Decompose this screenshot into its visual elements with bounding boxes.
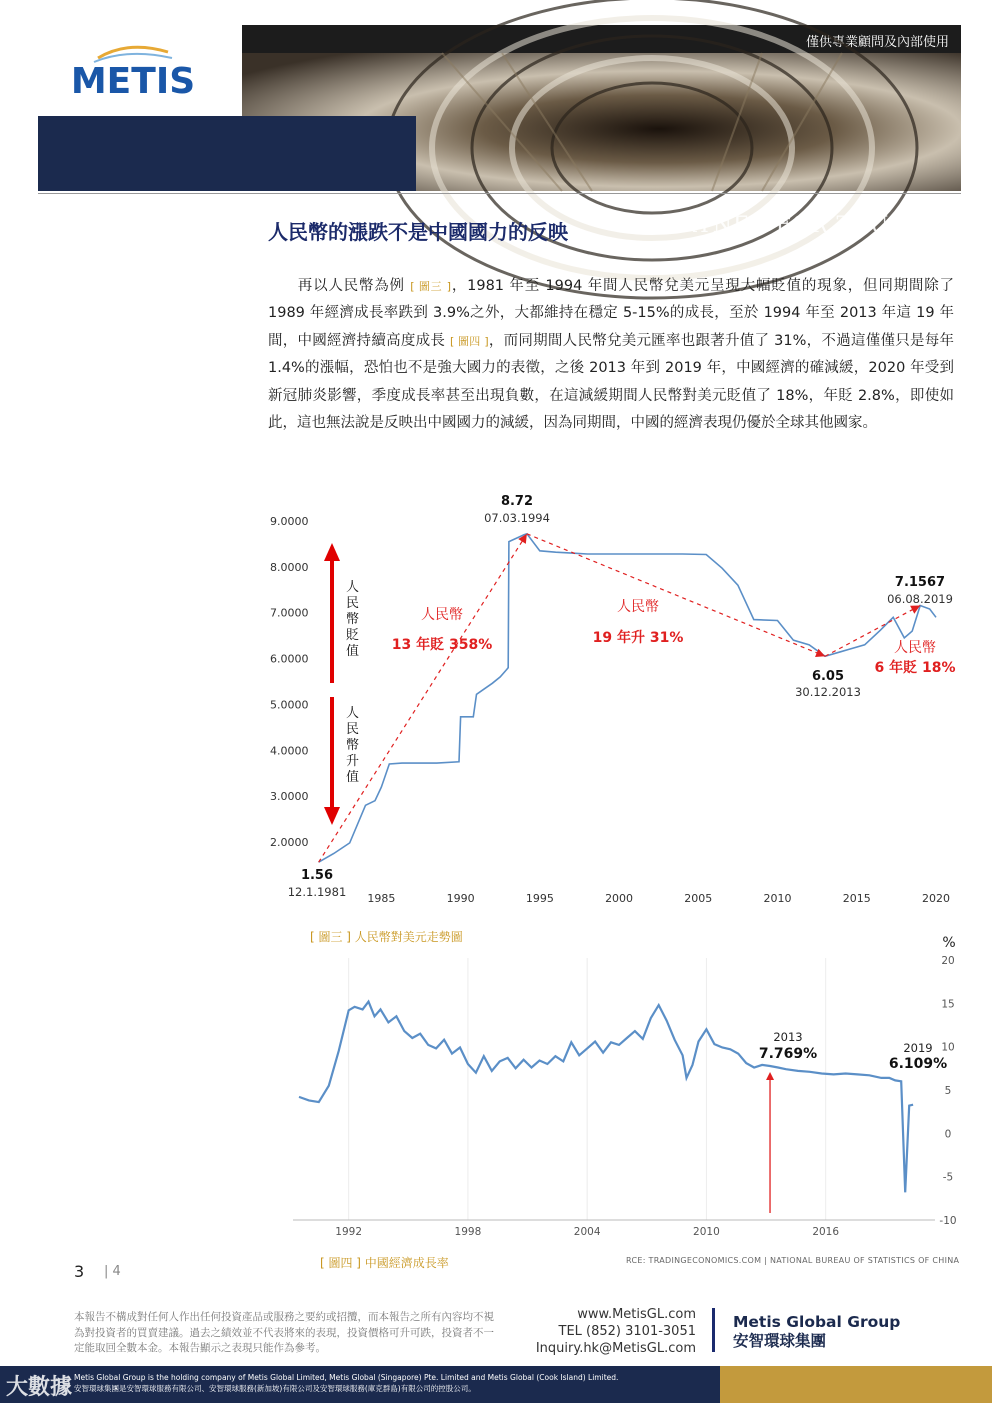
- y-tick-label: 3.0000: [270, 790, 309, 804]
- article-title: 人民幣的漲跌不是中國國力的反映: [268, 220, 568, 244]
- x-tick-label: 2005: [684, 892, 713, 905]
- x-tick-label: 2020: [922, 892, 950, 905]
- depreciation-axis-char: 人: [346, 580, 360, 595]
- disclaimer: 本報告不構成對任何人作出任何投資產品或服務之要約或招攬，而本報告之所有內容均不視為對投資者的買賣建議。過去之績效並不代表將來的表現，投資價格可升可跌，投資者不一定能取回全數本金。本報告顯示之表現只能作為參考。: [74, 1311, 494, 1354]
- y-tick-label: 7.0000: [270, 606, 309, 620]
- annot-2013-value: 7.769%: [758, 1046, 818, 1062]
- header-divider: [38, 193, 961, 194]
- y-tick-label: 0: [944, 1128, 952, 1141]
- page-number: 3: [74, 1262, 85, 1281]
- unit-label: %: [942, 935, 956, 951]
- email-link[interactable]: Inquiry.hk@MetisGL.com: [535, 1341, 696, 1356]
- x-tick-label: 2015: [842, 892, 871, 905]
- x-tick-label: 1990: [446, 892, 475, 905]
- y-tick-label: 6.0000: [270, 652, 309, 666]
- watermark: 大數據: [6, 1375, 73, 1400]
- y-tick-label: -10: [939, 1215, 957, 1227]
- figure-ref-3[interactable]: [ 圖三 ]: [410, 280, 452, 293]
- x-tick-label: 2010: [763, 892, 792, 905]
- red-marker-arrowhead: [766, 1072, 774, 1080]
- gdp-growth-series-line: [299, 1002, 913, 1193]
- figure-3-caption: [ 圖三 ] 人民幣對美元走勢圖: [310, 930, 463, 944]
- footer-legal: [74, 1372, 618, 1394]
- top-notice: 僅供專業顧問及內部使用: [805, 35, 949, 50]
- page-total-value: 4: [112, 1264, 121, 1279]
- y-tick-label: 9.0000: [270, 515, 309, 528]
- x-tick-label: 1985: [367, 892, 396, 905]
- y-tick-label: 10: [941, 1041, 955, 1054]
- body-text-2: ，1981 年至 1994 年間人民幣兌美元呈現大幅貶值的現象，但同期間除了 1989 年經濟成長率跌到 3.9%之外，大都維持在穩定 5-15%的成長，至於 1994 年至 2013 年這 19 年間，中國經濟持續高度成長: [268, 278, 954, 349]
- chart-source: RCE: TRADINGECONOMICS.COM | NATIONAL BUREAU OF STATISTICS OF CHINA: [626, 1256, 960, 1265]
- rmb-usd-chart: [260, 485, 980, 905]
- x-tick-label: 2016: [812, 1226, 840, 1238]
- y-tick-label: 8.0000: [270, 560, 309, 574]
- label-appreciation: 人民幣: [617, 599, 659, 615]
- appreciation-axis-char: 升: [346, 754, 360, 769]
- footer-divider: [712, 1308, 715, 1352]
- phone: TEL (852) 3101-3051: [558, 1324, 696, 1339]
- y-tick-label: 20: [941, 955, 955, 967]
- depreciation-axis-char: 值: [346, 644, 360, 659]
- footer-legal-en: Metis Global Group is the holding company of Metis Global Limited, Metis Global (Singapore) Pte. Limited and Metis Global (Cook Island) Limited.: [74, 1373, 619, 1382]
- label-appreciation-detail: 19 年升 31%: [592, 630, 684, 646]
- footer-legal-zh: 安智環球集團是安智環球服務有限公司、安智環球服務(新加坡)有限公司及安智環球服務(庫克群島)有限公司的控股公司。: [74, 1384, 476, 1393]
- group-name: [733, 1313, 900, 1351]
- label-depreciation-1-detail: 13 年貶 358%: [391, 637, 493, 653]
- start-date: 12.1.1981: [287, 885, 347, 899]
- x-tick-label: 1995: [525, 892, 554, 905]
- x-tick-label: 2010: [693, 1226, 720, 1238]
- footer-gold-bar: [720, 1366, 992, 1403]
- depreciation-axis-char: 貶: [346, 628, 360, 643]
- down-arrow-head: [324, 807, 340, 825]
- y-tick-label: 5: [944, 1085, 952, 1097]
- peak-value: 8.72: [500, 494, 534, 509]
- group-name-zh: 安智環球集團: [733, 1332, 827, 1350]
- body-text-3: ，而同期間人民幣兌美元匯率也跟著升值了 31%，不過這僅僅只是每年 1.4%的漲幅，恐怕也不是強大國力的表徵，之後 2013 年到 2019 年，中國經濟的確減緩，2020 年受到新冠肺炎影響，季度成長率甚至出現負數，在這減緩期間人民幣對美元貶值了 18%，年貶 2.8%，即使如此，這也無法說是反映出中國國力的減緩，因為同期間，中國的經濟表現仍優於全球其他國家。: [268, 332, 955, 432]
- logo-wordmark: METIS: [70, 61, 196, 102]
- y-tick-label: 4.0000: [270, 744, 309, 758]
- tagline: PARTNER FOR TRUST: [649, 213, 921, 238]
- y-tick-label: 15: [941, 998, 955, 1011]
- x-tick-label: 1998: [454, 1226, 482, 1238]
- metis-logo: [58, 38, 208, 108]
- appreciation-axis-char: 值: [346, 770, 360, 785]
- label-depreciation-1: 人民幣: [421, 607, 463, 623]
- page-total: | 4: [104, 1264, 121, 1279]
- appreciation-axis-char: 幣: [346, 738, 360, 753]
- appreciation-axis-char: 民: [346, 722, 360, 737]
- website-link[interactable]: www.MetisGL.com: [577, 1307, 696, 1322]
- header-navy-block: [38, 116, 416, 191]
- up-arrow-head: [324, 543, 340, 561]
- x-tick-label: 1992: [335, 1226, 363, 1238]
- figure-ref-4[interactable]: [ 圖四 ]: [450, 334, 489, 348]
- group-name-en: Metis Global Group: [733, 1313, 901, 1331]
- trough-value: 6.05: [811, 669, 845, 684]
- depreciation-axis-char: 幣: [346, 612, 360, 627]
- annot-2013-year: 2013: [773, 1030, 803, 1044]
- 2019-value: 7.1567: [894, 575, 946, 590]
- 2019-date: 06.08.2019: [887, 592, 953, 606]
- trough-date: 30.12.2013: [795, 685, 861, 699]
- label-depreciation-2-detail: 6 年貶 18%: [874, 660, 956, 676]
- annot-2019-value: 6.109%: [888, 1056, 948, 1072]
- y-tick-label: 5.0000: [270, 698, 309, 712]
- annot-2019-year: 2019: [903, 1041, 933, 1055]
- contact-block: [520, 1306, 696, 1357]
- depreciation-axis-char: 民: [346, 596, 360, 611]
- china-gdp-growth-chart: [260, 930, 980, 1250]
- peak-date: 07.03.1994: [484, 511, 550, 525]
- start-value: 1.56: [300, 868, 334, 883]
- x-tick-label: 2004: [573, 1226, 601, 1238]
- y-tick-label: -5: [942, 1171, 954, 1184]
- y-tick-label: 2.0000: [270, 836, 309, 849]
- body-text-1: 再以人民幣為例: [297, 278, 405, 294]
- x-tick-label: 2000: [605, 892, 634, 905]
- figure-4-caption: [ 圖四 ] 中國經濟成長率: [320, 1256, 449, 1270]
- appreciation-axis-char: 人: [346, 706, 360, 721]
- label-depreciation-2: 人民幣: [894, 640, 936, 656]
- article-body: [268, 273, 954, 437]
